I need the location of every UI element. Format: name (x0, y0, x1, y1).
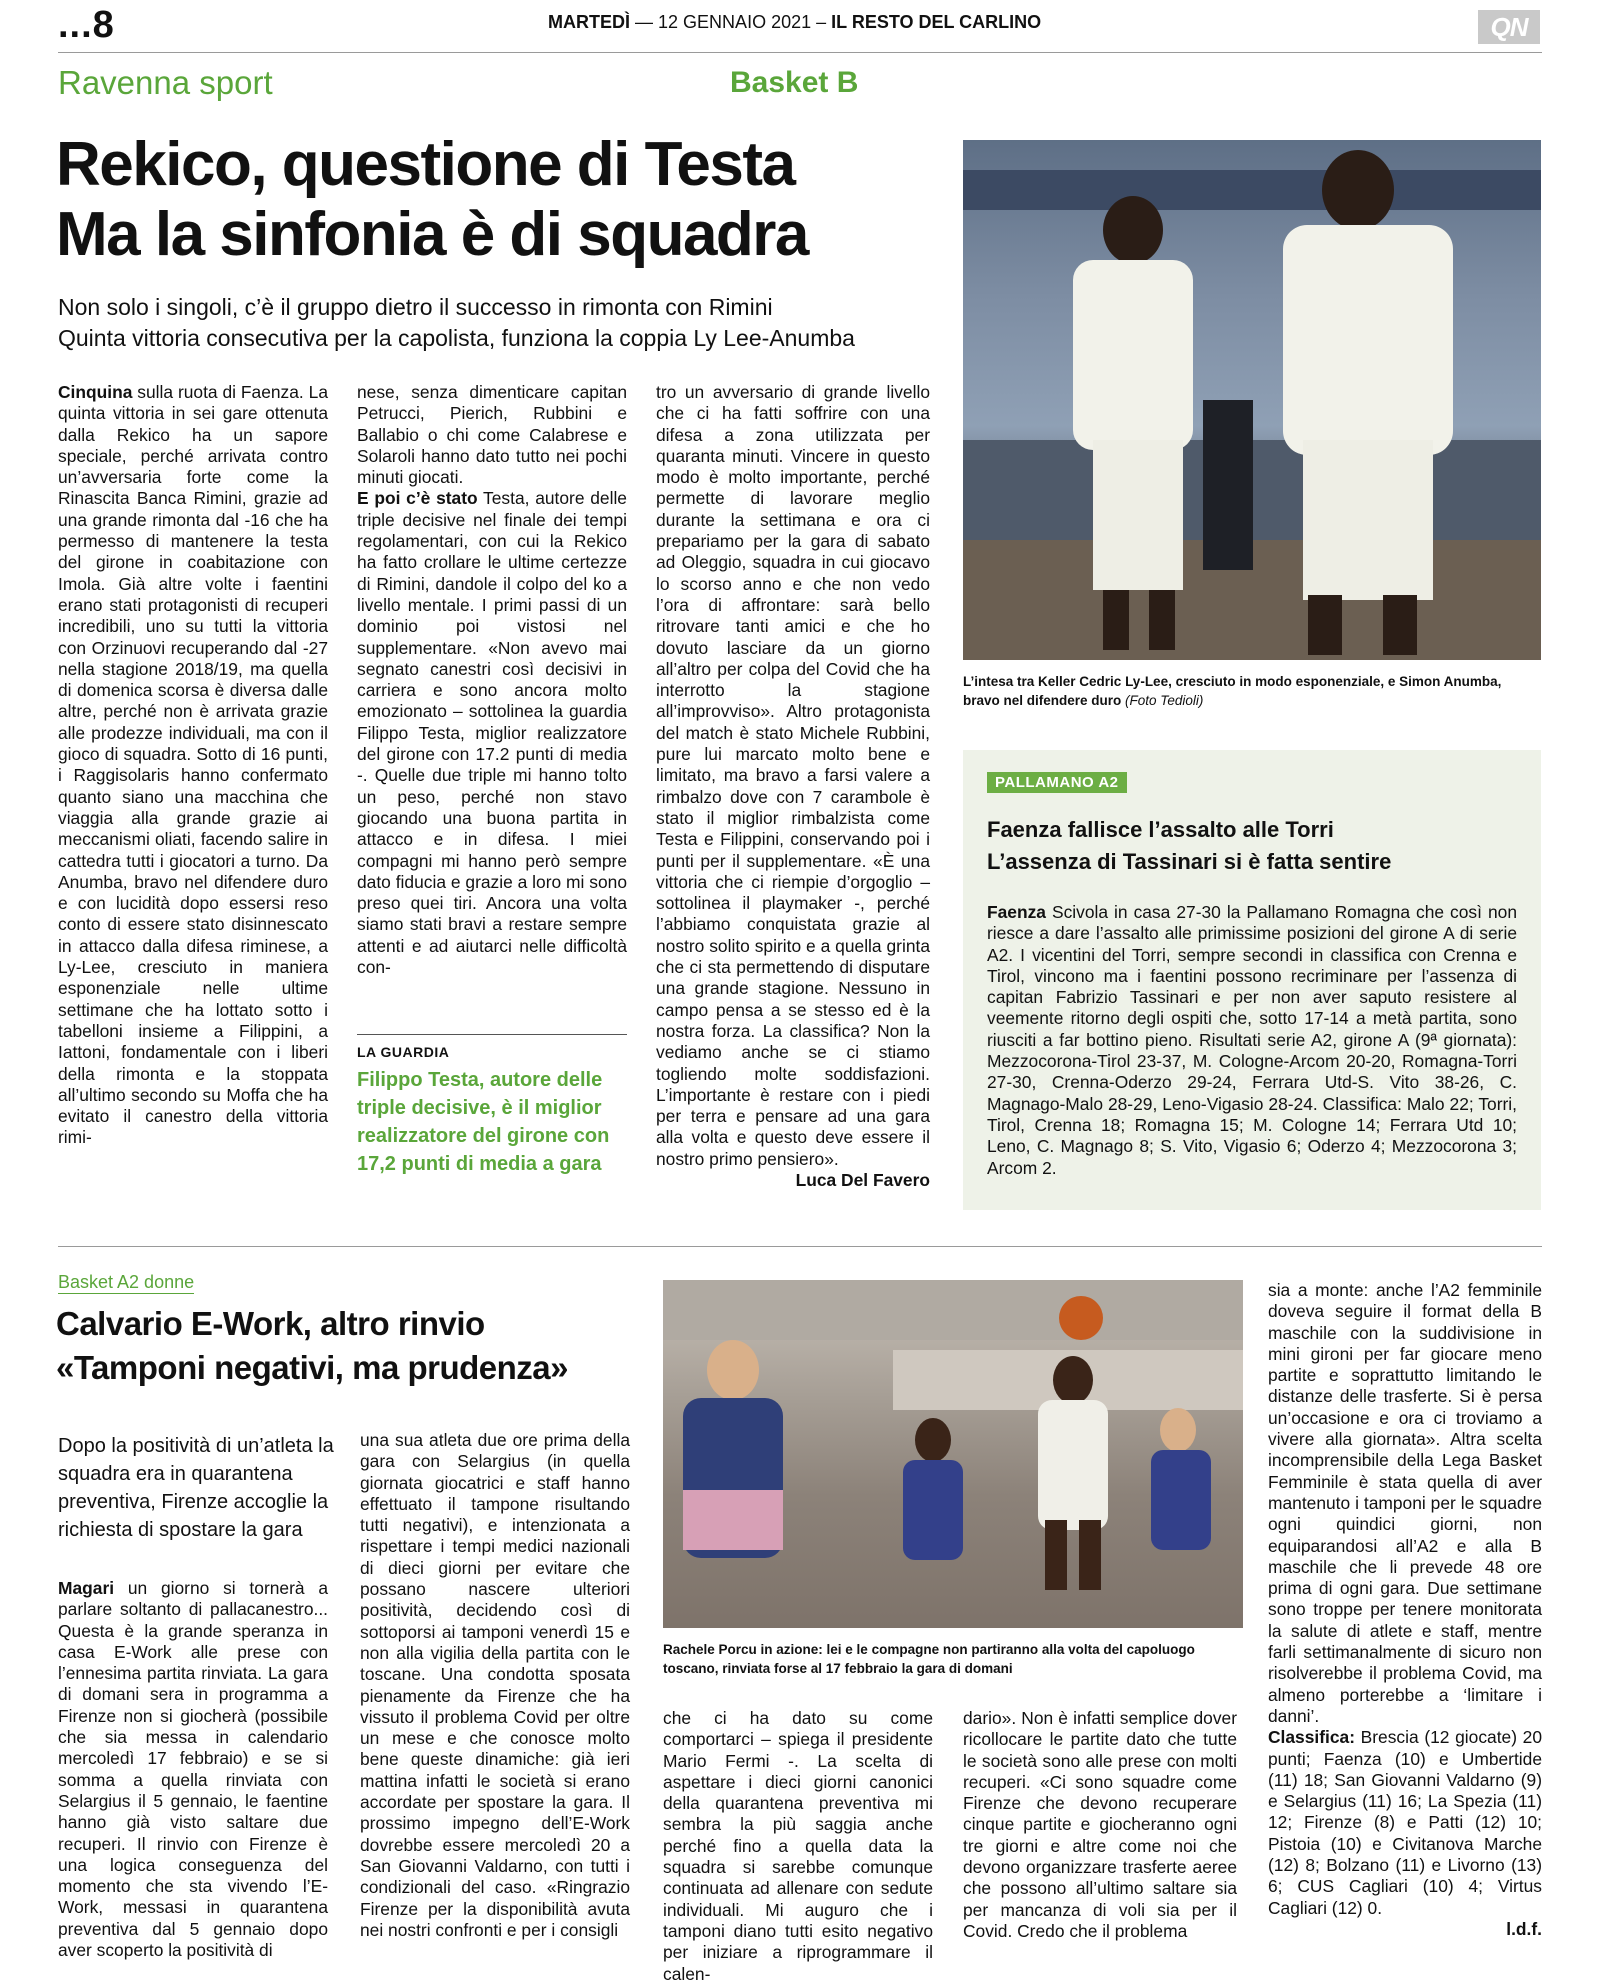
second-col-5 (1268, 1280, 1542, 1940)
second-summary: Dopo la positività di un’atleta la squadra era in quarantena preventiva, Firenze accoglie la richiesta di spostare la gara (58, 1435, 334, 1541)
second-kicker: Basket A2 donne (58, 1272, 195, 1292)
second-headline (56, 1302, 676, 1390)
second-col2-body: una sua atleta due ore prima della gara con Selargius (in quella giornata giocatrici e staff hanno effettuato il tampone risultando tutti negativi), e intenzionata a rispettare i tempi medici nazionali di dieci giorni per evitare che possano nascere ulteriori positività, decidendo così di sottoporsi ai tamponi venerdì 15 e non alla vigilia della partita con le toscane. Una condotta sposata pienamente da Firenze che ha vissuto il problema Covid per oltre un mese e che conosce molto bene queste dinamiche: già ieri mattina infatti le società si erano accordate per spostare la gara. Il prossimo impegno dell’E-Work dovrebbe essere mercoledì 20 a San Giovanni Valdarno, con tutti i condizionali del caso. «Ringrazio Firenze per la disponibilità avuta nei nostri confronti e per i consigli (360, 1430, 630, 1940)
second-col-4 (963, 1708, 1237, 1942)
main-subhead-line2: Quinta vittoria consecutiva per la capolista, funziona la coppia Ly Lee-Anumba (58, 325, 855, 351)
second-col4-body: dario». Non è infatti semplice dover ricollocare le partite dato che tutte le società sono alle prese con molti recuperi. «Ci sono squadre come Firenze che devono recuperare cinque partite e giocheranno ogni tre giorni e altre come noi che devono organizzare trasferte aeree che possono all’ultimo saltare sia per mancanza di voli sia per il Covid. Credo che il problema (963, 1708, 1237, 1941)
main-col2-body-a: nese, senza dimenticare capitan Petrucci, Pierich, Rubbini e Ballabio o chi come Calabrese e Solaroli hanno dato tutto nei pochi minuti giocati. (357, 382, 627, 488)
second-col-2 (360, 1430, 630, 1941)
pullquote-label: LA GUARDIA (357, 1044, 450, 1060)
dateline-dash-2: – (816, 12, 832, 32)
topic-title: Basket B (730, 66, 859, 99)
second-photo-caption: Rachele Porcu in azione: lei e le compagne non partiranno alla volta del capoluogo toscano, rinviata forse al 17 febbraio la gara di domani (663, 1642, 1195, 1676)
second-lead-word: Magari (58, 1578, 115, 1598)
second-signature: l.d.f. (1506, 1918, 1542, 1939)
second-col5-body-b: Brescia (12 giocate) 20 punti; Faenza (10) e Umbertide (11) 18; San Giovanni Valdarno (9) e Selargius (11) 16; La Spezia (11) 12; Firenze (8) e Patti (12) 10; Pistoia (10) e Civitanova Marche (12) 8; Bolzano (11) e Livorno (13) 6; CUS Cagliari (10) 4; Virtus Cagliari (12) 0. (1268, 1727, 1542, 1918)
main-headline-line2: Ma la sinfonia è di squadra (56, 200, 808, 269)
second-headline-line1: Calvario E-Work, altro rinvio (56, 1305, 485, 1342)
sidebar-label: PALLAMANO A2 (987, 772, 1127, 793)
second-photo (663, 1280, 1243, 1628)
basketball-players-illustration (963, 140, 1541, 660)
main-col3-body: tro un avversario di grande livello che ci ha fatti soffrire con una difesa a zona utilizzata per quaranta minuti. Vincere in questo modo è molto importante, perché permette di lavorare meglio durante la settimana e ora ci prepariamo per la gara di sabato ad Oleggio, squadra in cui giocavo lo scorso anno e che non vedo l’ora di affrontare: sarà bello ritrovare tanti amici e che ho dovuto lasciare da un giorno all’altro per colpa del Covid che ha interrotto la stagione all’improvviso». Altro protagonista del match è stato Michele Rubbini, pure lui marcato molto bene e limitato, ma bravo a farsi valere a rimbalzo dove con 7 carambole è stato il miglior rimbalzista come Testa e Filippini, conservando poi i punti per il supplementare. «È una vittoria che ci riempie d’orgoglio – sottolinea il playmaker -, perché l’abbiamo conquistata grazie al nostro solito spirito e a quella grinta che ci sta permettendo di disputare una grande stagione. Nessuno in campo pensa a se stesso ed è la nostra forza. La classifica? Non la vediamo anche se ci stiamo togliendo molte soddisfazioni. L’importante è restare con i piedi per terra e pensare ad una gara alla volta e questo deve essere il nostro primo pensiero». (656, 382, 930, 1169)
dateline-dash: — (635, 12, 659, 32)
main-photo-credit: (Foto Tedioli) (1125, 693, 1204, 708)
paper-name: IL RESTO DEL CARLINO (831, 12, 1042, 32)
second-headline-line2: «Tamponi negativi, ma prudenza» (56, 1349, 569, 1386)
pullquote-rule (357, 1034, 627, 1035)
sidebar-headline-line2: L’assenza di Tassinari si è fatta sentire (987, 849, 1392, 874)
sidebar-headline (987, 814, 1527, 878)
second-col3-body: che ci ha dato su come comportarci – spiega il presidente Mario Fermi -. La scelta di aspettare i dieci giorni canonici della quarantena preventiva mi sembra la più saggia anche perché fino a quella data la squadra si sarebbe comunque continuata ad allenare con sedute individuali. Mi auguro che i tamponi diano tutti esito negativo per iniziare a riprogrammare il calen- (663, 1708, 933, 1984)
main-lead-word: Cinquina (58, 382, 133, 402)
sidebar-body (987, 902, 1517, 1179)
dateline (548, 12, 1041, 33)
main-headline (56, 130, 956, 270)
second-col-1 (58, 1578, 328, 1961)
main-col2-body-b: Testa, autore delle triple decisive nel finale dei tempi regolamentari, con cui la Rekico ha fatto crollare le ultime certezze di Rimini, dandole il colpo del ko a livello mentale. I primi passi di un dominio poi vistosi nel supplementare. «Non avevo mai segnato canestri così decisivi in carriera e sono ancora molto emozionato – sottolinea la guardia Filippo Testa, miglior realizzatore del girone con 17.2 punti di media -. Quelle due triple mi hanno tolto un peso, perché non stavo giocando una buona partita in attacco e in difesa. I miei compagni mi hanno però sempre dato fiducia e grazie a loro mi sono preso quei tiri. Ancora una volta siamo stati bravi a restare sempre attenti e ad aiutarci nelle difficoltà con- (357, 488, 627, 978)
section-title: Ravenna sport (58, 64, 273, 101)
second-col5-lead-b: Classifica: (1268, 1727, 1355, 1748)
main-photo-caption (963, 672, 1541, 710)
sidebar-box (963, 750, 1541, 1210)
section-divider (58, 1246, 1542, 1247)
dateline-day: MARTEDÌ (548, 12, 630, 32)
main-col-3 (656, 382, 930, 1191)
page-number: ...8 (58, 4, 115, 46)
main-col2-lead-b: E poi c’è stato (357, 488, 478, 509)
main-subhead-line1: Non solo i singoli, c’è il gruppo dietro il successo in rimonta con Rimini (58, 294, 773, 320)
qn-logo: QN (1478, 10, 1540, 44)
main-col1-body: sulla ruota di Faenza. La quinta vittoria in sei gare ottenuta dalla Rekico ha un sapore speciale, perché arrivata contro un’avversaria forte come la Rinascita Banca Rimini, grazie ad una grande rimonta dal -16 che ha permesso di mantenere la testa del girone in coabitazione con Imola. Già altre volte i faentini erano stati protagonisti di recuperi incredibili, uno su tutti la vittoria con Orzinuovi recuperando dal -27 nella stagione 2018/19, ma quella di domenica scorsa è diversa dalle altre, perché non è arrivata grazie alle prodezze individuali, ma con il gioco di squadra. Sotto di 16 punti, i Raggisolaris hanno confermato quanto siano una macchina che viaggia alla grande grazie ai meccanismi oliati, facendo salire in cattedra tutti i giocatori a turno. Da Anumba, bravo nel difendere duro e con lucidità dopo essersi reso conto di essere stato disinnescato in attacco dalla difesa riminese, a Ly-Lee, cresciuto in maniera esponenziale nelle ultime settimane che ha lottato sotto i tabelloni insieme a Filippini, a Iattoni, fondamentale con i liberi della rimonta e la stoppata all’ultimo secondo su Moffa che ha evitato il canestro della vittoria rimi- (58, 382, 328, 1148)
sidebar-text: Scivola in casa 27-30 la Pallamano Romagna che così non riesce a dare l’assalto alle primissime posizioni del girone A di serie A2. I vicentini del Torri, sempre secondi in classifica con Crenna e Tirol, vincono ma i faentini possono recriminare per l’assenza di capitan Fabrizio Tassinari e per non aver saputo resistere al veemente ritorno degli ospiti che, sotto 17-14 a metà partita, sono riusciti a far bottino pieno. Risultati serie A2, girone A (9ª giornata): Mezzocorona-Tirol 23-37, M. Cologne-Arcom 20-20, Romagna-Torri 27-30, Crenna-Oderzo 29-24, Ferrara Utd-S. Vito 38-26, C. Magnago-Malo 28-29, Leno-Vigasio 28-24. Classifica: Malo 22; Torri, Tirol, Crenna 18; Romagna 15; M. Cologne 14; Ferrara Utd 10; Leno, C. Magnago 8; S. Vito, Vigasio 6; Oderzo 4; Mezzocorona 3; Arcom 2. (987, 902, 1517, 1178)
main-col-2 (357, 382, 627, 978)
sidebar-lead: Faenza (987, 902, 1046, 922)
pullquote-text: Filippo Testa, autore delle triple decisive, è il miglior realizzatore del girone con 17,2 punti di media a gara (357, 1069, 610, 1175)
dateline-date: 12 GENNAIO 2021 (658, 12, 812, 32)
main-caption-text: L’intesa tra Keller Cedric Ly-Lee, cresciuto in modo esponenziale, e Simon Anumba, bravo nel difendere duro (963, 674, 1502, 708)
women-basketball-illustration (663, 1280, 1243, 1628)
main-headline-line1: Rekico, questione di Testa (56, 130, 795, 199)
second-col-3 (663, 1708, 933, 1985)
main-col-1 (58, 382, 328, 1149)
main-subhead (58, 292, 958, 354)
second-col1-body: un giorno si tornerà a parlare soltanto di pallacanestro... Questa è la grande speranza in casa E-Work alle prese con l’ennesima partita rinviata. La gara di domani sera in programma a Firenze non si giocherà (possibile che sia messa in calendario mercoledì 17 febbraio) e se si somma a quella rinviata con Selargius il 5 gennaio, le faentine hanno già visto saltare due recuperi. Il rinvio con Firenze è una logica conseguenza del momento che sta vivendo l’E-Work, messasi in quarantena preventiva dal 5 gennaio dopo aver scoperto la positività di (58, 1578, 328, 1961)
second-col5-body: sia a monte: anche l’A2 femminile doveva seguire il format della B maschile con la suddivisione in mini gironi per far giocare meno partite e soprattutto limitando le distanze delle trasferte. Si è persa un’occasione e ora ci troviamo a vivere alla giornata». Altra scelta incomprensibile della Lega Basket Femminile è stata quella di aver mantenuto i tamponi per le squadre ogni quindici giorni, non equiparandosi all’A2 e alla B maschile che li prevede 48 ore prima di ogni gara. Due settimane sono troppe per tenere monitorata la salute di atlete e staff, mentre farli settimanalmente di sicuro non risolverebbe il problema Covid, ma almeno porterebbe a ‘limitare i danni’. (1268, 1280, 1542, 1726)
header-rule (58, 52, 1542, 53)
main-photo (963, 140, 1541, 660)
main-author: Luca Del Favero (795, 1169, 930, 1190)
sidebar-headline-line1: Faenza fallisce l’assalto alle Torri (987, 817, 1334, 842)
